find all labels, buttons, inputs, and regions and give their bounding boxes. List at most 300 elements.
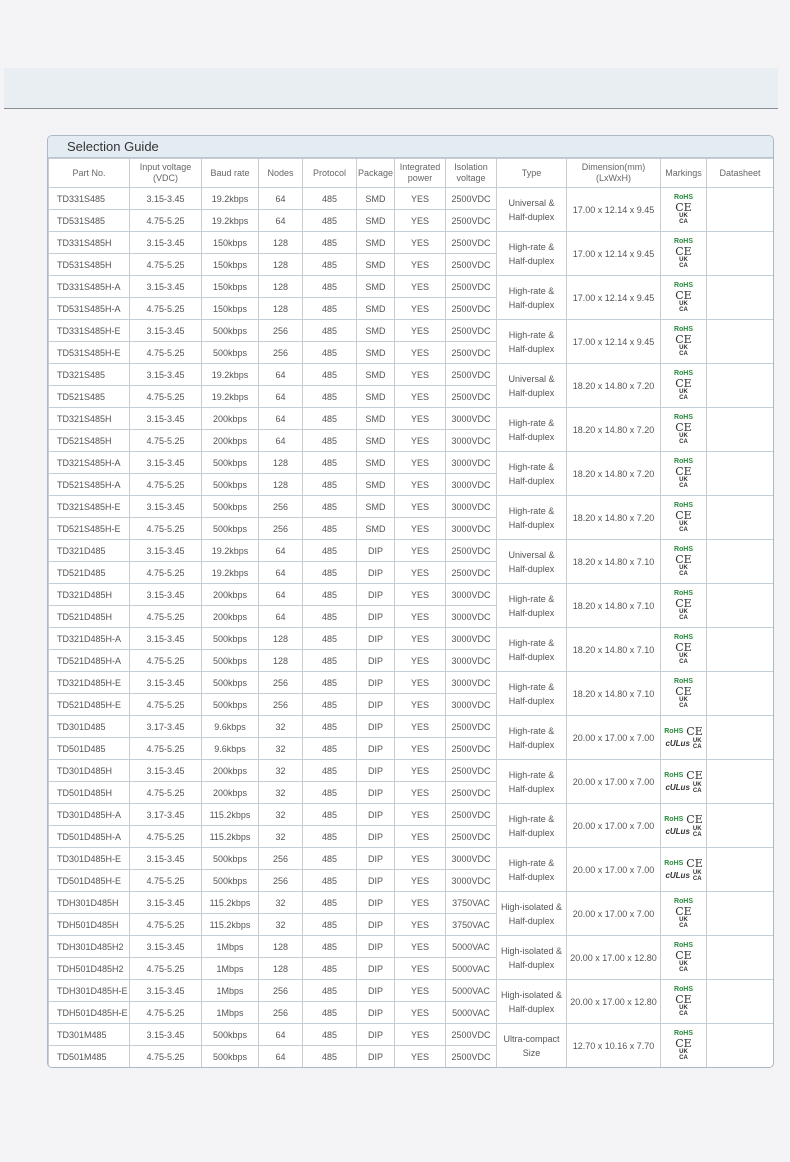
cell-baud-rate: 19.2kbps xyxy=(202,386,259,408)
type-line-1: High-isolated & xyxy=(500,945,563,956)
cell-input-voltage: 3.15-3.45 xyxy=(130,232,202,254)
cell-part-no: TD521S485H-E xyxy=(49,518,130,540)
table-row xyxy=(49,276,774,298)
cell-part-no: TD321D485 xyxy=(49,540,130,562)
cell-datasheet xyxy=(707,320,774,364)
col-part-no: Part No. xyxy=(49,159,130,188)
cell-part-no: TD301D485H-A xyxy=(49,804,130,826)
cell-isolation-voltage: 3750VAC xyxy=(446,892,497,914)
cell-part-no: TD321S485H-E xyxy=(49,496,130,518)
cell-package: DIP xyxy=(357,628,395,650)
cell-integrated-power: YES xyxy=(395,958,446,980)
type-line-2: Half-duplex xyxy=(508,739,555,750)
cell-integrated-power: YES xyxy=(395,188,446,210)
ukca-uk: UK xyxy=(679,521,688,527)
cell-isolation-voltage: 5000VAC xyxy=(446,1002,497,1024)
cell-isolation-voltage: 3000VDC xyxy=(446,584,497,606)
cell-protocol: 485 xyxy=(303,782,357,804)
type-line-2: Half-duplex xyxy=(508,959,555,970)
cell-isolation-voltage: 3000VDC xyxy=(446,430,497,452)
cell-nodes: 128 xyxy=(259,254,303,276)
cell-part-no: TDH301D485H xyxy=(49,892,130,914)
cell-isolation-voltage: 3000VDC xyxy=(446,848,497,870)
cell-part-no: TD531S485H xyxy=(49,254,130,276)
cell-isolation-voltage: 3000VDC xyxy=(446,452,497,474)
cell-input-voltage: 4.75-5.25 xyxy=(130,606,202,628)
ul-mark-icon: cULus xyxy=(665,827,690,836)
cell-dimension: 20.00 x 17.00 x 12.80 xyxy=(567,936,661,980)
cell-input-voltage: 4.75-5.25 xyxy=(130,210,202,232)
cell-baud-rate: 200kbps xyxy=(202,782,259,804)
cell-nodes: 32 xyxy=(259,738,303,760)
cell-input-voltage: 3.15-3.45 xyxy=(130,584,202,606)
markings-stack xyxy=(661,546,706,577)
cell-datasheet xyxy=(707,628,774,672)
rohs-icon: RoHS xyxy=(673,546,694,553)
table-row xyxy=(49,364,774,386)
cell-nodes: 32 xyxy=(259,914,303,936)
ce-mark-icon: CE xyxy=(675,509,692,522)
cell-baud-rate: 200kbps xyxy=(202,430,259,452)
ukca-ca: CA xyxy=(679,659,688,665)
cell-dimension: 18.20 x 14.80 x 7.10 xyxy=(567,584,661,628)
cell-datasheet xyxy=(707,980,774,1024)
ukca-ca: CA xyxy=(679,1011,688,1017)
table-row xyxy=(49,804,774,826)
type-line-2: Half-duplex xyxy=(508,607,555,618)
cell-protocol: 485 xyxy=(303,936,357,958)
cell-package: DIP xyxy=(357,562,395,584)
cell-nodes: 128 xyxy=(259,474,303,496)
table-row xyxy=(49,980,774,1002)
type-line-2: Half-duplex xyxy=(508,475,555,486)
cell-isolation-voltage: 3000VDC xyxy=(446,496,497,518)
cell-markings xyxy=(661,452,707,496)
cell-integrated-power: YES xyxy=(395,452,446,474)
cell-part-no: TD531S485H-E xyxy=(49,342,130,364)
cell-input-voltage: 4.75-5.25 xyxy=(130,782,202,804)
cell-dimension: 17.00 x 12.14 x 9.45 xyxy=(567,188,661,232)
cell-isolation-voltage: 2500VDC xyxy=(446,1046,497,1068)
cell-package: DIP xyxy=(357,870,395,892)
cell-protocol: 485 xyxy=(303,408,357,430)
ce-mark-icon: CE xyxy=(675,333,692,346)
cell-baud-rate: 150kbps xyxy=(202,298,259,320)
col-type: Type xyxy=(497,159,567,188)
col-integrated-power: Integrated power xyxy=(395,159,446,188)
cell-dimension: 18.20 x 14.80 x 7.20 xyxy=(567,364,661,408)
cell-protocol: 485 xyxy=(303,606,357,628)
cell-markings xyxy=(661,584,707,628)
header-banner xyxy=(4,68,778,109)
type-line-1: High-rate & xyxy=(508,857,555,868)
type-line-1: High-isolated & xyxy=(500,989,563,1000)
markings-stack xyxy=(661,858,706,882)
cell-type xyxy=(497,364,567,408)
cell-protocol: 485 xyxy=(303,650,357,672)
ce-mark-icon: CE xyxy=(686,856,703,870)
cell-markings xyxy=(661,628,707,672)
cell-protocol: 485 xyxy=(303,430,357,452)
cell-integrated-power: YES xyxy=(395,650,446,672)
cell-baud-rate: 115.2kbps xyxy=(202,826,259,848)
cell-nodes: 32 xyxy=(259,826,303,848)
markings-stack xyxy=(661,634,706,665)
cell-nodes: 32 xyxy=(259,716,303,738)
ukca-mark-icon xyxy=(693,738,702,750)
cell-nodes: 64 xyxy=(259,210,303,232)
ce-mark-icon: CE xyxy=(675,597,692,610)
cell-package: SMD xyxy=(357,496,395,518)
cell-package: SMD xyxy=(357,298,395,320)
cell-package: DIP xyxy=(357,804,395,826)
cell-part-no: TD321D485H-A xyxy=(49,628,130,650)
cell-protocol: 485 xyxy=(303,584,357,606)
cell-integrated-power: YES xyxy=(395,826,446,848)
cell-nodes: 128 xyxy=(259,650,303,672)
cell-datasheet xyxy=(707,584,774,628)
type-line-2: Half-duplex xyxy=(508,1003,555,1014)
ce-mark-icon: CE xyxy=(686,768,703,782)
cell-isolation-voltage: 3000VDC xyxy=(446,672,497,694)
cell-baud-rate: 200kbps xyxy=(202,606,259,628)
cell-input-voltage: 3.15-3.45 xyxy=(130,672,202,694)
cell-protocol: 485 xyxy=(303,562,357,584)
ce-mark-icon: CE xyxy=(675,553,692,566)
cell-isolation-voltage: 3000VDC xyxy=(446,474,497,496)
cell-isolation-voltage: 2500VDC xyxy=(446,364,497,386)
cell-part-no: TD331S485H-A xyxy=(49,276,130,298)
table-body xyxy=(49,188,774,1068)
cell-package: DIP xyxy=(357,980,395,1002)
rohs-icon: RoHS xyxy=(673,238,694,245)
ukca-ca: CA xyxy=(679,571,688,577)
cell-baud-rate: 500kbps xyxy=(202,628,259,650)
rohs-icon: RoHS xyxy=(673,370,694,377)
cell-integrated-power: YES xyxy=(395,298,446,320)
cell-isolation-voltage: 2500VDC xyxy=(446,760,497,782)
table-row xyxy=(49,408,774,430)
cell-input-voltage: 3.15-3.45 xyxy=(130,452,202,474)
cell-datasheet xyxy=(707,496,774,540)
col-datasheet: Datasheet xyxy=(707,159,774,188)
cell-isolation-voltage: 2500VDC xyxy=(446,298,497,320)
cell-protocol: 485 xyxy=(303,716,357,738)
cell-type xyxy=(497,276,567,320)
rohs-icon: RoHS xyxy=(673,194,694,201)
cell-part-no: TD301D485 xyxy=(49,716,130,738)
cell-integrated-power: YES xyxy=(395,364,446,386)
ukca-mark-icon xyxy=(679,1049,688,1061)
cell-part-no: TD501M485 xyxy=(49,1046,130,1068)
cell-nodes: 256 xyxy=(259,342,303,364)
cell-nodes: 256 xyxy=(259,496,303,518)
rohs-icon: RoHS xyxy=(673,414,694,421)
ukca-mark-icon xyxy=(679,433,688,445)
cell-datasheet xyxy=(707,804,774,848)
cell-input-voltage: 3.15-3.45 xyxy=(130,540,202,562)
cell-isolation-voltage: 2500VDC xyxy=(446,716,497,738)
cell-baud-rate: 500kbps xyxy=(202,342,259,364)
cell-package: DIP xyxy=(357,650,395,672)
ukca-ca: CA xyxy=(692,743,702,750)
cell-part-no: TD521D485H-E xyxy=(49,694,130,716)
ukca-ca: CA xyxy=(679,395,688,401)
cell-input-voltage: 4.75-5.25 xyxy=(130,562,202,584)
cell-nodes: 64 xyxy=(259,562,303,584)
cell-input-voltage: 3.15-3.45 xyxy=(130,892,202,914)
table-row xyxy=(49,892,774,914)
cell-protocol: 485 xyxy=(303,892,357,914)
cell-input-voltage: 3.15-3.45 xyxy=(130,276,202,298)
section-title: Selection Guide xyxy=(48,136,773,158)
cell-datasheet xyxy=(707,188,774,232)
ce-mark-icon: CE xyxy=(686,724,703,738)
cell-protocol: 485 xyxy=(303,518,357,540)
cell-type xyxy=(497,540,567,584)
ukca-mark-icon xyxy=(679,213,688,225)
ukca-ca: CA xyxy=(692,875,702,882)
cell-baud-rate: 19.2kbps xyxy=(202,188,259,210)
type-line-1: High-rate & xyxy=(508,637,555,648)
cell-part-no: TD331S485 xyxy=(49,188,130,210)
cell-isolation-voltage: 3000VDC xyxy=(446,628,497,650)
ukca-uk: UK xyxy=(679,1005,688,1011)
cell-package: DIP xyxy=(357,540,395,562)
cell-type xyxy=(497,496,567,540)
cell-isolation-voltage: 2500VDC xyxy=(446,232,497,254)
cell-isolation-voltage: 3000VDC xyxy=(446,694,497,716)
cell-baud-rate: 500kbps xyxy=(202,848,259,870)
cell-part-no: TD531S485H-A xyxy=(49,298,130,320)
cell-input-voltage: 4.75-5.25 xyxy=(130,342,202,364)
cell-protocol: 485 xyxy=(303,672,357,694)
markings-stack xyxy=(661,326,706,357)
cell-datasheet xyxy=(707,364,774,408)
ukca-mark-icon xyxy=(679,521,688,533)
cell-datasheet xyxy=(707,408,774,452)
markings-stack xyxy=(661,814,706,838)
cell-baud-rate: 115.2kbps xyxy=(202,892,259,914)
col-input-voltage: Input voltage (VDC) xyxy=(130,159,202,188)
cell-isolation-voltage: 2500VDC xyxy=(446,1024,497,1046)
type-line-1: High-rate & xyxy=(508,769,555,780)
type-line-2: Half-duplex xyxy=(508,915,555,926)
cell-input-voltage: 4.75-5.25 xyxy=(130,1002,202,1024)
cell-isolation-voltage: 2500VDC xyxy=(446,540,497,562)
cell-part-no: TD501D485H-E xyxy=(49,870,130,892)
cell-protocol: 485 xyxy=(303,474,357,496)
cell-integrated-power: YES xyxy=(395,892,446,914)
ukca-ca: CA xyxy=(679,263,688,269)
type-line-1: Ultra-compact xyxy=(503,1033,560,1044)
cell-integrated-power: YES xyxy=(395,716,446,738)
markings-stack xyxy=(661,238,706,269)
cell-dimension: 20.00 x 17.00 x 7.00 xyxy=(567,804,661,848)
cell-baud-rate: 1Mbps xyxy=(202,958,259,980)
cell-datasheet xyxy=(707,672,774,716)
cell-dimension: 17.00 x 12.14 x 9.45 xyxy=(567,232,661,276)
cell-integrated-power: YES xyxy=(395,320,446,342)
cell-protocol: 485 xyxy=(303,342,357,364)
cell-input-voltage: 4.75-5.25 xyxy=(130,914,202,936)
cell-integrated-power: YES xyxy=(395,672,446,694)
cell-nodes: 64 xyxy=(259,386,303,408)
ce-mark-icon: CE xyxy=(675,685,692,698)
ukca-uk: UK xyxy=(679,653,688,659)
cell-integrated-power: YES xyxy=(395,694,446,716)
cell-integrated-power: YES xyxy=(395,804,446,826)
cell-protocol: 485 xyxy=(303,188,357,210)
cell-input-voltage: 3.15-3.45 xyxy=(130,364,202,386)
cell-nodes: 128 xyxy=(259,628,303,650)
cell-input-voltage: 4.75-5.25 xyxy=(130,254,202,276)
cell-baud-rate: 1Mbps xyxy=(202,980,259,1002)
cell-input-voltage: 3.15-3.45 xyxy=(130,848,202,870)
cell-nodes: 32 xyxy=(259,760,303,782)
cell-package: DIP xyxy=(357,936,395,958)
cell-baud-rate: 19.2kbps xyxy=(202,364,259,386)
cell-integrated-power: YES xyxy=(395,936,446,958)
cell-part-no: TD321S485H xyxy=(49,408,130,430)
cell-baud-rate: 150kbps xyxy=(202,254,259,276)
ukca-uk: UK xyxy=(692,737,702,744)
markings-stack xyxy=(661,770,706,794)
ce-mark-icon: CE xyxy=(675,289,692,302)
cell-input-voltage: 3.15-3.45 xyxy=(130,760,202,782)
rohs-icon: RoHS xyxy=(673,1030,694,1037)
type-line-2: Half-duplex xyxy=(508,827,555,838)
cell-nodes: 256 xyxy=(259,672,303,694)
cell-protocol: 485 xyxy=(303,298,357,320)
ce-mark-icon: CE xyxy=(675,421,692,434)
cell-integrated-power: YES xyxy=(395,540,446,562)
cell-input-voltage: 3.15-3.45 xyxy=(130,936,202,958)
cell-part-no: TDH301D485H2 xyxy=(49,936,130,958)
ukca-ca: CA xyxy=(679,703,688,709)
cell-type xyxy=(497,232,567,276)
cell-dimension: 20.00 x 17.00 x 7.00 xyxy=(567,892,661,936)
cell-part-no: TDH501D485H-E xyxy=(49,1002,130,1024)
cell-protocol: 485 xyxy=(303,804,357,826)
cell-type xyxy=(497,188,567,232)
cell-integrated-power: YES xyxy=(395,760,446,782)
cell-isolation-voltage: 2500VDC xyxy=(446,782,497,804)
table-row xyxy=(49,540,774,562)
cell-integrated-power: YES xyxy=(395,254,446,276)
ukca-uk: UK xyxy=(692,781,702,788)
cell-markings xyxy=(661,364,707,408)
type-line-1: High-rate & xyxy=(508,681,555,692)
cell-part-no: TD521S485H-A xyxy=(49,474,130,496)
type-line-1: Universal & xyxy=(508,197,555,208)
cell-input-voltage: 4.75-5.25 xyxy=(130,826,202,848)
cell-protocol: 485 xyxy=(303,914,357,936)
ukca-mark-icon xyxy=(679,477,688,489)
cell-dimension: 18.20 x 14.80 x 7.10 xyxy=(567,540,661,584)
cell-integrated-power: YES xyxy=(395,1024,446,1046)
ukca-ca: CA xyxy=(692,787,702,794)
cell-integrated-power: YES xyxy=(395,606,446,628)
table-row xyxy=(49,584,774,606)
cell-nodes: 256 xyxy=(259,980,303,1002)
cell-part-no: TD501D485H-A xyxy=(49,826,130,848)
markings-stack xyxy=(661,678,706,709)
cell-isolation-voltage: 5000VAC xyxy=(446,958,497,980)
cell-package: DIP xyxy=(357,760,395,782)
cell-markings xyxy=(661,980,707,1024)
cell-markings xyxy=(661,672,707,716)
ukca-ca: CA xyxy=(679,527,688,533)
cell-input-voltage: 4.75-5.25 xyxy=(130,474,202,496)
rohs-icon: RoHS xyxy=(664,771,684,779)
cell-type xyxy=(497,672,567,716)
cell-nodes: 128 xyxy=(259,298,303,320)
type-line-2: Half-duplex xyxy=(508,783,555,794)
rohs-icon: RoHS xyxy=(664,859,684,867)
cell-integrated-power: YES xyxy=(395,870,446,892)
cell-package: DIP xyxy=(357,1046,395,1068)
cell-markings xyxy=(661,408,707,452)
cell-nodes: 64 xyxy=(259,1024,303,1046)
cell-package: SMD xyxy=(357,364,395,386)
type-line-1: High-rate & xyxy=(508,593,555,604)
cell-integrated-power: YES xyxy=(395,628,446,650)
markings-stack xyxy=(661,986,706,1017)
cell-nodes: 64 xyxy=(259,408,303,430)
cell-protocol: 485 xyxy=(303,980,357,1002)
type-line-2: Size xyxy=(522,1047,541,1058)
type-line-2: Half-duplex xyxy=(508,695,555,706)
rohs-icon: RoHS xyxy=(673,634,694,641)
ukca-mark-icon xyxy=(679,961,688,973)
rohs-icon: RoHS xyxy=(673,326,694,333)
ukca-uk: UK xyxy=(679,213,688,219)
cell-package: SMD xyxy=(357,232,395,254)
cell-isolation-voltage: 2500VDC xyxy=(446,562,497,584)
cell-protocol: 485 xyxy=(303,738,357,760)
cell-input-voltage: 4.75-5.25 xyxy=(130,870,202,892)
cell-baud-rate: 200kbps xyxy=(202,584,259,606)
cell-part-no: TD321S485H-A xyxy=(49,452,130,474)
cell-type xyxy=(497,1024,567,1068)
ce-mark-icon: CE xyxy=(675,949,692,962)
cell-part-no: TD521S485H xyxy=(49,430,130,452)
cell-baud-rate: 500kbps xyxy=(202,1024,259,1046)
cell-datasheet xyxy=(707,276,774,320)
cell-datasheet xyxy=(707,848,774,892)
cell-markings xyxy=(661,848,707,892)
cell-isolation-voltage: 3000VDC xyxy=(446,518,497,540)
cell-baud-rate: 500kbps xyxy=(202,518,259,540)
cell-protocol: 485 xyxy=(303,276,357,298)
type-line-1: High-rate & xyxy=(508,813,555,824)
cell-nodes: 64 xyxy=(259,430,303,452)
cell-baud-rate: 500kbps xyxy=(202,452,259,474)
rohs-icon: RoHS xyxy=(673,458,694,465)
cell-part-no: TD301D485H-E xyxy=(49,848,130,870)
ce-mark-icon: CE xyxy=(675,377,692,390)
cell-package: DIP xyxy=(357,738,395,760)
ukca-uk: UK xyxy=(679,433,688,439)
ukca-uk: UK xyxy=(679,961,688,967)
cell-integrated-power: YES xyxy=(395,210,446,232)
table-row xyxy=(49,452,774,474)
cell-dimension: 12.70 x 10.16 x 7.70 xyxy=(567,1024,661,1068)
cell-part-no: TD521S485 xyxy=(49,386,130,408)
cell-package: DIP xyxy=(357,958,395,980)
cell-package: DIP xyxy=(357,826,395,848)
